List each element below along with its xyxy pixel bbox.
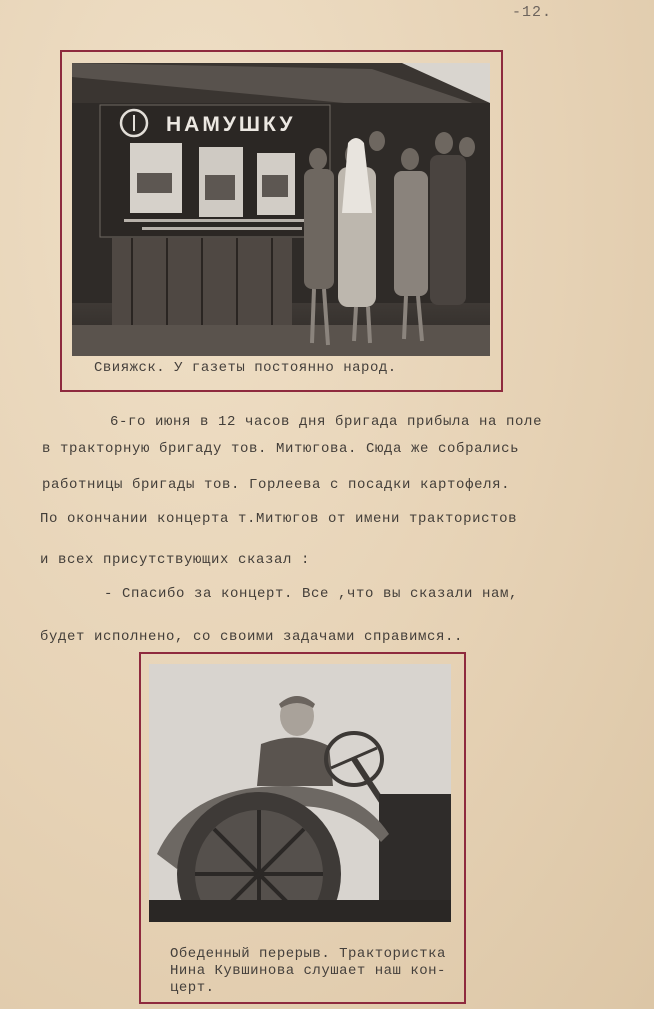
bottom-photo-illustration [149, 664, 451, 922]
body-line-7: будет исполнено, со своими задачами справимся.. [40, 629, 464, 645]
top-photo-illustration [72, 63, 490, 356]
top-photo-caption: Свияжск. У газеты постоянно народ. [94, 360, 397, 376]
body-line-4: По окончании концерта т.Митюгов от имени трактористов [40, 511, 518, 527]
page-number: -12. [512, 4, 553, 21]
body-line-3: работницы бригады тов. Горлеева с посадки картофеля. [42, 477, 511, 493]
body-line-5: и всех присутствующих сказал : [40, 552, 311, 568]
bottom-photo-caption-line-3: церт. [170, 980, 215, 996]
bottom-photo [149, 664, 451, 922]
top-photo [72, 63, 490, 356]
body-line-1: 6-го июня в 12 часов дня бригада прибыла на поле [110, 414, 543, 430]
body-line-2: в тракторную бригаду тов. Митюгова. Сюда же собрались [42, 441, 520, 457]
bottom-photo-caption-line-2: Нина Кувшинова слушает наш кон- [170, 963, 446, 979]
top-photo-poster-title: НАМУШКУ [166, 113, 296, 136]
bottom-photo-caption-line-1: Обеденный перерыв. Трактористка [170, 946, 446, 962]
body-line-6: - Спасибо за концерт. Все ,что вы сказали нам, [104, 586, 519, 602]
